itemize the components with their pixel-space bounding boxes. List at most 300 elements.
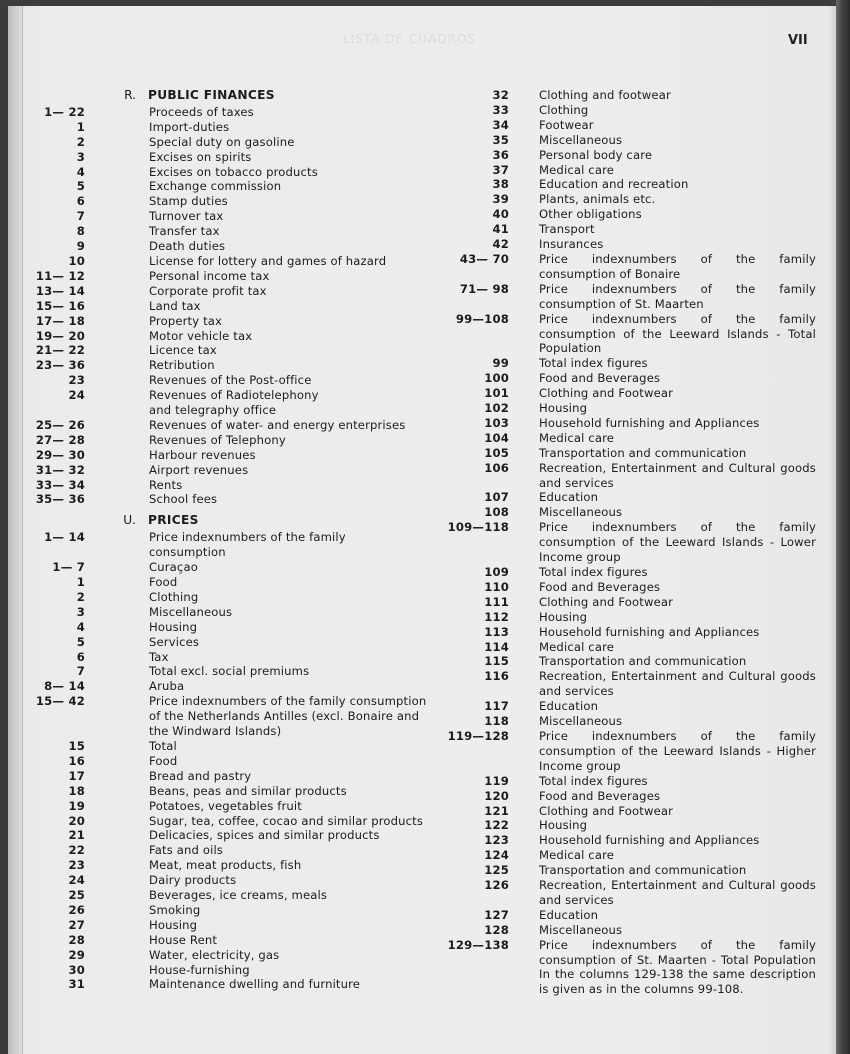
table-number: 21— 22 — [35, 343, 85, 358]
table-entry — [444, 192, 816, 207]
table-entry — [20, 739, 440, 754]
table-number: 37 — [492, 162, 509, 177]
table-number: 127 — [484, 907, 509, 922]
table-description: Recreation, Entertainment and Cultural goods and services — [539, 878, 816, 907]
section-title: PRICES — [148, 513, 199, 528]
table-number: 19— 20 — [35, 328, 85, 343]
table-entry — [20, 694, 440, 739]
table-number: 4 — [76, 164, 85, 179]
table-number: 22 — [68, 843, 85, 858]
table-entry — [20, 918, 440, 933]
table-number: 36 — [492, 147, 509, 162]
table-description: Transportation and communication — [539, 445, 747, 460]
table-description: Proceeds of taxes — [149, 104, 254, 119]
table-description: Personal body care — [539, 147, 653, 162]
table-description: House Rent — [149, 932, 218, 947]
table-entry — [444, 640, 816, 655]
table-number: 20 — [68, 813, 85, 828]
section-heading — [20, 513, 440, 528]
table-number: 29 — [68, 947, 85, 962]
table-description: Total index figures — [539, 565, 648, 579]
table-entry — [20, 179, 440, 194]
table-number: 7 — [76, 664, 85, 679]
table-number: 35 — [492, 132, 509, 147]
table-description: Medical care — [539, 639, 615, 654]
table-entry — [444, 207, 816, 222]
table-entry — [20, 679, 440, 694]
table-entry — [444, 729, 816, 774]
table-entry — [444, 133, 816, 148]
table-entry — [444, 505, 816, 520]
table-entry — [444, 88, 816, 103]
table-number: 31— 32 — [35, 462, 85, 477]
table-description: Exchange commission — [149, 179, 282, 194]
table-entry — [444, 461, 816, 491]
table-entry — [444, 163, 816, 178]
table-entry — [20, 165, 440, 180]
table-description: Maintenance dwelling and furniture — [149, 977, 361, 992]
table-entry — [444, 580, 816, 595]
table-entry — [20, 635, 440, 650]
right-column — [444, 88, 816, 997]
table-description: Special duty on gasoline — [149, 134, 295, 149]
table-entry — [20, 754, 440, 769]
table-number: 110 — [484, 579, 509, 594]
table-number: 13— 14 — [35, 283, 85, 298]
table-number: 1— 7 — [52, 560, 85, 575]
table-number: 1 — [76, 575, 85, 589]
table-description: Medical care — [539, 162, 615, 177]
table-description: Clothing and footwear — [539, 88, 671, 102]
table-entry — [444, 312, 816, 357]
table-description: Revenues of Radiotelephony — [149, 388, 319, 403]
table-entry — [20, 448, 440, 463]
table-number: 11— 12 — [35, 268, 85, 283]
table-number: 101 — [484, 386, 509, 401]
table-number: 71— 98 — [459, 281, 509, 296]
table-entry — [20, 963, 440, 978]
table-description: Excises on spirits — [149, 149, 252, 164]
table-entry — [20, 135, 440, 150]
table-description: Recreation, Entertainment and Cultural goods and services — [539, 460, 816, 490]
table-number: 9 — [76, 239, 85, 254]
table-description: Price indexnumbers of the family consumption of the Leeward Islands - Total Population — [539, 311, 816, 356]
table-description: Land tax — [149, 298, 201, 313]
table-entry — [444, 833, 816, 848]
table-entry — [20, 358, 440, 373]
section-public-finances — [20, 88, 440, 507]
table-entry — [20, 492, 440, 507]
table-description: Meat, meat products, fish — [149, 858, 302, 873]
table-number: 99 — [492, 356, 509, 371]
table-number: 2 — [76, 589, 85, 604]
table-number: 5 — [76, 634, 85, 649]
table-description: Price indexnumbers of the family consumption of the Netherlands Antilles (excl. Bonaire and the Windward Islands) — [149, 694, 427, 739]
table-description: Household furnishing and Appliances — [539, 833, 760, 848]
table-entry — [20, 194, 440, 209]
table-entry — [444, 520, 816, 565]
table-number: 1— 22 — [44, 104, 85, 119]
table-description: Airport revenues — [149, 462, 249, 477]
table-entry — [20, 814, 440, 829]
table-number: 6 — [76, 194, 85, 209]
table-description: Food and Beverages — [539, 579, 661, 594]
table-number: 15 — [68, 738, 85, 753]
table-entry — [444, 446, 816, 461]
table-description: Miscellaneous — [539, 505, 623, 520]
table-number: 25— 26 — [35, 417, 85, 432]
table-number: 2 — [76, 134, 85, 149]
table-description: Potatoes, vegetables fruit — [149, 798, 302, 813]
table-description: Clothing and Footwear — [539, 386, 674, 401]
table-entry — [444, 669, 816, 699]
table-number: 119 — [484, 773, 509, 788]
table-number: 41 — [492, 222, 509, 237]
table-entry — [444, 863, 816, 878]
table-number: 33— 34 — [35, 477, 85, 492]
table-description: Revenues of Telephony — [149, 432, 286, 447]
table-description: Medical care — [539, 848, 615, 863]
table-number: 8— 14 — [44, 679, 85, 694]
table-description: Clothing and Footwear — [539, 803, 674, 818]
table-number: 109—118 — [447, 520, 509, 535]
table-entry — [20, 620, 440, 635]
table-number: 117 — [484, 699, 509, 714]
table-entry — [20, 418, 440, 433]
table-description: Dairy products — [149, 873, 237, 888]
table-entry — [20, 343, 440, 358]
section-prices — [20, 513, 440, 992]
section-letter: U. — [123, 513, 136, 528]
table-description: Bread and pastry — [149, 768, 252, 783]
table-description: Turnover tax — [149, 209, 224, 224]
table-number: 119—128 — [447, 728, 509, 743]
table-description: Food and Beverages — [539, 788, 661, 803]
table-description: Delicacies, spices and similar products — [149, 828, 380, 843]
table-number: 121 — [484, 803, 509, 818]
table-number: 35— 36 — [35, 492, 85, 507]
table-description: Transfer tax — [149, 224, 220, 239]
table-description: Food — [149, 575, 178, 589]
table-entry — [444, 789, 816, 804]
table-description: consumption — [149, 545, 226, 560]
show-through-heading: LISTA DE CUADROS — [343, 32, 476, 46]
table-entry — [444, 878, 816, 908]
table-entry — [444, 938, 816, 998]
table-number: 42 — [492, 237, 509, 252]
table-description: Miscellaneous — [539, 922, 623, 937]
table-description: Education — [539, 490, 599, 505]
table-number: 30 — [68, 962, 85, 977]
table-entry — [20, 590, 440, 605]
table-entry — [20, 478, 440, 493]
table-entry — [444, 237, 816, 252]
table-entry — [444, 356, 816, 371]
table-number: 17— 18 — [35, 313, 85, 328]
table-description: Education — [539, 907, 599, 922]
table-entry — [20, 605, 440, 620]
table-entry — [20, 463, 440, 478]
table-description: Smoking — [149, 902, 201, 917]
table-entry — [20, 948, 440, 963]
table-number: 111 — [484, 594, 509, 609]
table-description: Clothing — [149, 589, 199, 604]
table-entry — [20, 403, 440, 418]
table-number: 116 — [484, 669, 509, 684]
table-number: 19 — [68, 798, 85, 813]
entry-list — [444, 88, 816, 997]
entry-list — [20, 530, 440, 992]
page-number: VII — [788, 33, 808, 48]
table-description: Housing — [539, 609, 588, 624]
table-number: 24 — [68, 388, 85, 403]
table-description: Revenues of the Post-office — [149, 373, 312, 388]
table-description: Licence tax — [149, 343, 217, 358]
table-number: 3 — [76, 149, 85, 164]
table-description: Personal income tax — [149, 268, 270, 283]
table-entry — [444, 923, 816, 938]
table-number: 25 — [68, 888, 85, 903]
table-description: Transport — [539, 222, 595, 237]
table-description: Tax — [149, 649, 169, 664]
table-number: 118 — [484, 714, 509, 729]
table-number: 6 — [76, 649, 85, 664]
table-entry — [20, 269, 440, 284]
table-entry — [20, 314, 440, 329]
table-description: Food and Beverages — [539, 371, 661, 386]
table-entry — [20, 545, 440, 560]
table-entry — [20, 433, 440, 448]
table-description: Miscellaneous — [539, 132, 623, 147]
table-number: 38 — [492, 177, 509, 192]
table-entry — [444, 416, 816, 431]
table-number: 39 — [492, 192, 509, 207]
table-number: 5 — [76, 179, 85, 194]
table-entry — [444, 401, 816, 416]
table-description: Footwear — [539, 117, 594, 132]
table-number: 28 — [68, 932, 85, 947]
table-number: 3 — [76, 604, 85, 619]
table-number: 27— 28 — [35, 432, 85, 447]
table-description: Rents — [149, 477, 183, 492]
table-description: Plants, animals etc. — [539, 192, 656, 207]
table-number: 1— 14 — [44, 530, 85, 545]
table-description: Clothing and Footwear — [539, 594, 674, 609]
table-number: 128 — [484, 922, 509, 937]
table-description: Beans, peas and similar products — [149, 783, 347, 798]
table-number: 100 — [484, 371, 509, 386]
table-description: Housing — [149, 917, 198, 932]
table-description: Total — [149, 738, 177, 753]
table-number: 108 — [484, 505, 509, 520]
table-entry — [20, 209, 440, 224]
table-number: 102 — [484, 401, 509, 416]
table-number: 27 — [68, 917, 85, 932]
table-entry — [20, 224, 440, 239]
table-number: 15— 42 — [35, 694, 85, 709]
table-description: Medical care — [539, 430, 615, 445]
table-description: Price indexnumbers of the family consumption of Bonaire — [539, 251, 816, 281]
table-entry — [20, 299, 440, 314]
table-description: Housing — [539, 818, 588, 833]
table-entry — [444, 148, 816, 163]
table-entry — [444, 222, 816, 237]
table-number: 23 — [68, 373, 85, 388]
table-number: 114 — [484, 639, 509, 654]
table-number: 105 — [484, 445, 509, 460]
table-entry — [444, 118, 816, 133]
table-description: Sugar, tea, coffee, cocao and similar products — [149, 813, 424, 828]
table-entry — [20, 105, 440, 120]
table-description: Recreation, Entertainment and Cultural goods and services — [539, 669, 816, 699]
table-description: Corporate profit tax — [149, 283, 267, 298]
table-number: 8 — [76, 224, 85, 239]
table-description: Aruba — [149, 679, 185, 694]
table-entry — [20, 575, 440, 590]
table-entry — [20, 888, 440, 903]
left-column — [20, 88, 440, 992]
table-number: 24 — [68, 873, 85, 888]
table-number: 21 — [68, 828, 85, 843]
table-number: 120 — [484, 788, 509, 803]
table-entry — [444, 714, 816, 729]
table-description: Death duties — [149, 239, 226, 254]
table-description: Price indexnumbers of the family consumption of the Leeward Islands - Lower Income group — [539, 520, 816, 565]
table-number: 126 — [484, 878, 509, 893]
table-number: 103 — [484, 415, 509, 430]
table-entry — [444, 103, 816, 118]
table-entry — [444, 908, 816, 923]
table-number: 31 — [68, 977, 85, 992]
table-entry — [20, 858, 440, 873]
table-description: Total excl. social premiums — [149, 664, 310, 679]
table-entry — [20, 239, 440, 254]
table-entry — [444, 282, 816, 312]
table-entry — [20, 903, 440, 918]
table-description: Curaçao — [149, 560, 198, 575]
table-number: 43— 70 — [459, 251, 509, 266]
table-entry — [20, 120, 440, 135]
table-description: Water, electricity, gas — [149, 947, 280, 962]
table-entry — [444, 699, 816, 714]
table-number: 125 — [484, 863, 509, 878]
table-number: 115 — [484, 654, 509, 669]
table-number: 4 — [76, 619, 85, 634]
table-entry — [444, 654, 816, 669]
table-description: Price indexnumbers of the family consumption of St. Maarten - Total Population In the columns 129-138 the same description is given as in the columns 99-108. — [539, 937, 816, 997]
table-number: 99—108 — [455, 311, 509, 326]
table-description: Motor vehicle tax — [149, 328, 253, 343]
table-description: Price indexnumbers of the family consumption of St. Maarten — [539, 281, 816, 311]
table-description: Miscellaneous — [539, 714, 623, 729]
table-number: 122 — [484, 818, 509, 833]
table-number: 107 — [484, 490, 509, 505]
section-letter: R. — [124, 88, 136, 102]
table-description: Fats and oils — [149, 843, 224, 858]
table-number: 26 — [68, 902, 85, 917]
table-entry — [20, 284, 440, 299]
table-description: Excises on tobacco products — [149, 164, 318, 179]
table-description: Insurances — [539, 237, 604, 252]
table-entry — [444, 595, 816, 610]
table-entry — [444, 371, 816, 386]
table-description: Household furnishing and Appliances — [539, 624, 760, 639]
table-number: 106 — [484, 460, 509, 475]
section-title: PUBLIC FINANCES — [148, 88, 275, 102]
table-number: 109 — [484, 565, 509, 579]
table-entry — [20, 373, 440, 388]
table-description: Miscellaneous — [149, 604, 233, 619]
table-number: 17 — [68, 768, 85, 783]
table-number: 129—138 — [447, 937, 509, 952]
table-entry — [20, 799, 440, 814]
table-entry — [20, 828, 440, 843]
table-number: 7 — [76, 209, 85, 224]
table-entry — [20, 254, 440, 269]
table-entry — [444, 774, 816, 789]
table-description: Housing — [539, 401, 588, 416]
table-number: 15— 16 — [35, 298, 85, 313]
table-number: 34 — [492, 117, 509, 132]
table-number: 40 — [492, 207, 509, 222]
table-entry — [444, 625, 816, 640]
table-entry — [20, 843, 440, 858]
table-entry — [444, 818, 816, 833]
table-description: License for lottery and games of hazard — [149, 253, 387, 268]
table-number: 1 — [76, 119, 85, 134]
table-number: 32 — [492, 88, 509, 102]
table-number: 23 — [68, 858, 85, 873]
table-entry — [444, 386, 816, 401]
table-entry — [444, 177, 816, 192]
table-number: 23— 36 — [35, 358, 85, 373]
table-number: 29— 30 — [35, 447, 85, 462]
table-description: Revenues of water- and energy enterprises — [149, 417, 406, 432]
table-description: Price indexnumbers of the family — [149, 530, 346, 545]
table-description: Food — [149, 753, 178, 768]
table-description: Transportation and communication — [539, 654, 747, 669]
table-description: Retribution — [149, 358, 215, 373]
table-entry — [20, 873, 440, 888]
table-description: School fees — [149, 492, 218, 507]
table-description: Services — [149, 634, 200, 649]
table-description: Import-duties — [149, 119, 230, 134]
table-entry — [20, 388, 440, 403]
table-number: 16 — [68, 753, 85, 768]
table-description: Price indexnumbers of the family consumption of the Leeward Islands - Higher Income group — [539, 728, 816, 773]
table-description: Education — [539, 699, 599, 714]
entry-list — [20, 105, 440, 507]
table-description: Clothing — [539, 102, 589, 117]
table-description: Household furnishing and Appliances — [539, 415, 760, 430]
table-entry — [20, 784, 440, 799]
table-number: 113 — [484, 624, 509, 639]
table-description: Total index figures — [539, 773, 648, 788]
table-entry — [444, 610, 816, 625]
table-entry — [20, 530, 440, 545]
section-heading — [20, 88, 440, 103]
table-entry — [444, 490, 816, 505]
table-description: Education and recreation — [539, 177, 689, 192]
table-description: Other obligations — [539, 207, 642, 222]
table-entry — [20, 650, 440, 665]
table-description: Beverages, ice creams, meals — [149, 888, 328, 903]
table-description: Transportation and communication — [539, 863, 747, 878]
table-number: 18 — [68, 783, 85, 798]
table-number: 112 — [484, 609, 509, 624]
table-number: 10 — [68, 253, 85, 268]
table-number: 124 — [484, 848, 509, 863]
